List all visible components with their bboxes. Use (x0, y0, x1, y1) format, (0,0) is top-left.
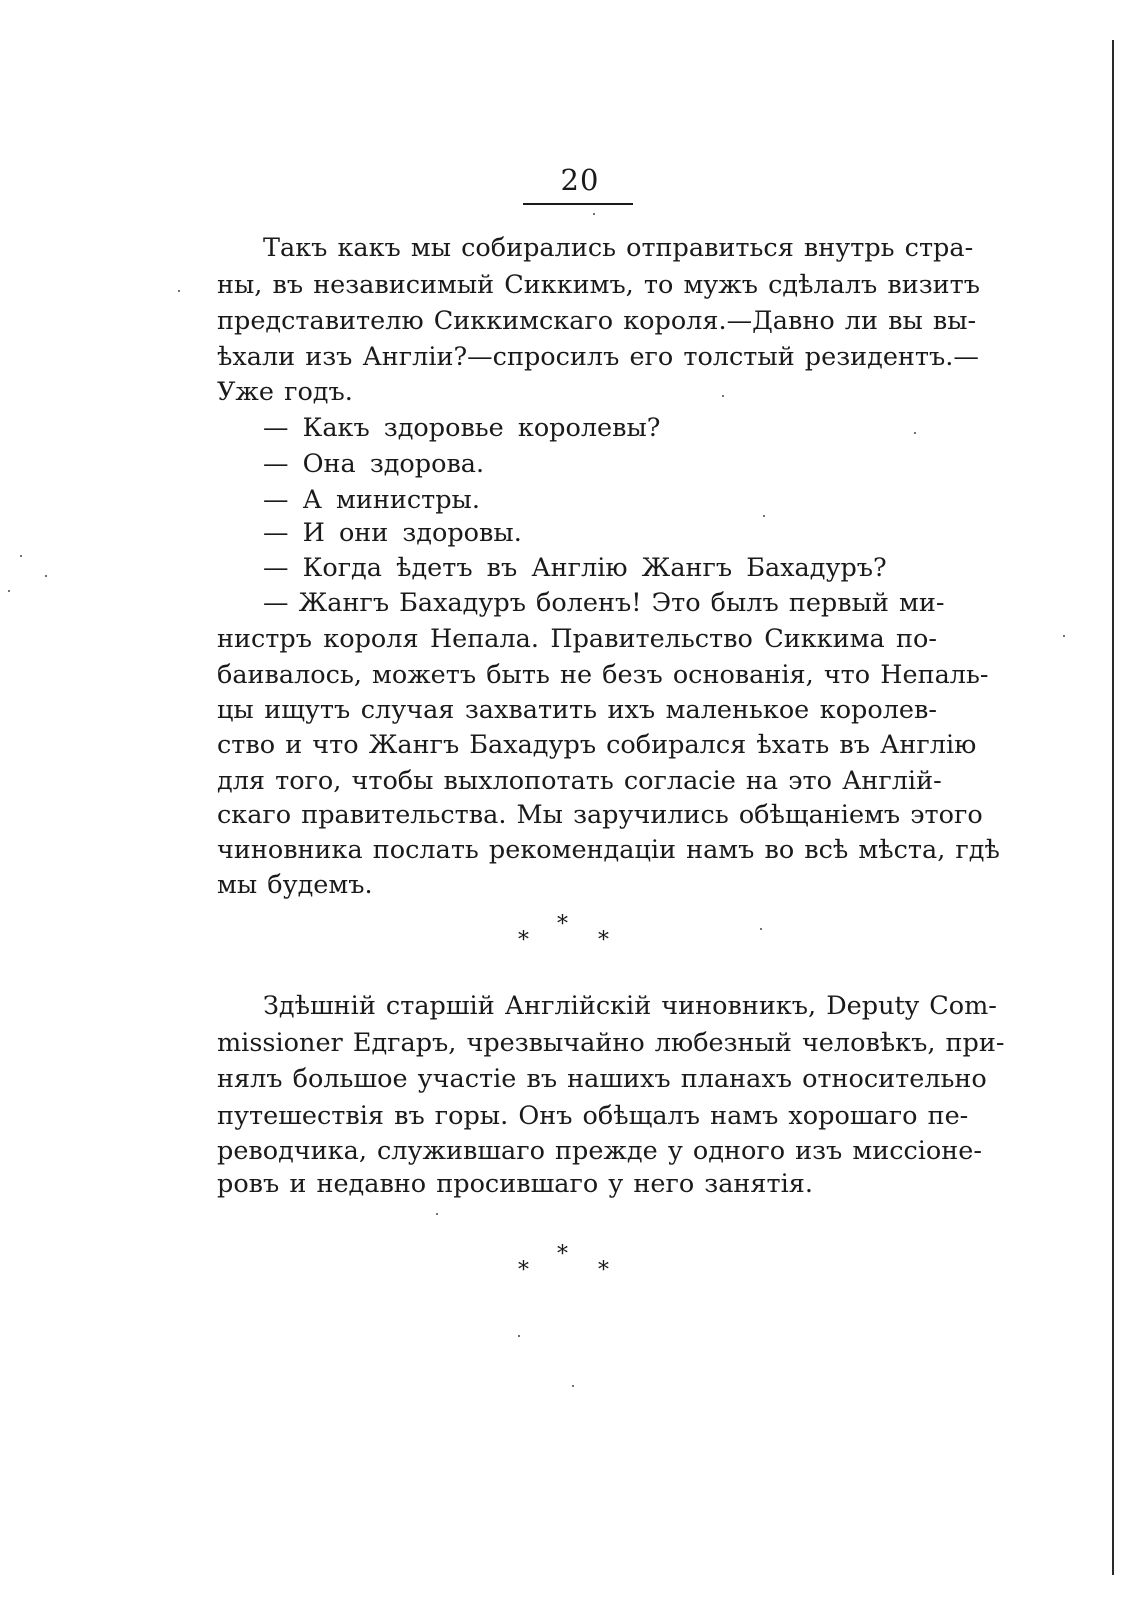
paragraph-1-line-2: ны, въ независимый Сиккимъ, то мужъ сдѣлалъ визитъ (217, 270, 980, 300)
paragraph-1-line-5: Уже годъ. (217, 377, 353, 407)
asterism-separator-2 (510, 1242, 630, 1292)
paragraph-3-line-6: ровъ и недавно просившаго у него занятія. (217, 1169, 813, 1199)
asterism-star: * (557, 1242, 568, 1267)
page-number: 20 (560, 163, 600, 197)
dialogue-line-5: — Когда ѣдетъ въ Англію Жангъ Бахадуръ? (263, 553, 887, 583)
scan-speck (436, 1213, 438, 1215)
scan-speck (8, 590, 10, 592)
paragraph-2-line-5: ство и что Жангъ Бахадуръ собирался ѣхать въ Англію (217, 730, 977, 760)
asterism-star: * (557, 912, 568, 937)
scan-speck (1063, 635, 1065, 637)
scan-speck (178, 290, 180, 292)
scan-speck (914, 432, 916, 434)
paragraph-3-line-1: Здѣшній старшій Англійскій чиновникъ, Deputy Com- (263, 991, 997, 1021)
paragraph-2-line-7: скаго правительства. Мы заручились обѣщаніемъ этого (217, 800, 983, 830)
scan-speck (572, 1385, 574, 1387)
paragraph-1-line-4: ѣхали изъ Англіи?—спросилъ его толстый резидентъ.— (217, 342, 979, 372)
paragraph-3-line-2: missioner Едгаръ, чрезвычайно любезный человѣкъ, при- (217, 1028, 1005, 1058)
paragraph-1-line-3: представителю Сиккимскаго короля.—Давно ли вы вы- (217, 306, 977, 336)
dialogue-line-4: — И они здоровы. (263, 518, 522, 548)
paragraph-2-line-3: баивалось, можетъ быть не безъ основанія, что Непаль- (217, 660, 989, 690)
asterism-star: * (598, 928, 609, 953)
dialogue-line-2: — Она здорова. (263, 449, 485, 479)
scan-speck (20, 555, 22, 557)
paragraph-2-line-8: чиновника послать рекомендаціи намъ во всѣ мѣста, гдѣ (217, 835, 1000, 865)
paragraph-1-line-1: Такъ какъ мы собирались отправиться внутрь стра- (263, 233, 974, 263)
scan-speck (760, 928, 762, 930)
paragraph-2-line-9: мы будемъ. (217, 870, 373, 900)
dialogue-line-1: — Какъ здоровье королевы? (263, 413, 661, 443)
dialogue-line-3: — А министры. (263, 485, 480, 515)
asterism-star: * (598, 1258, 609, 1283)
scan-speck (722, 395, 724, 397)
scan-edge-line (1112, 40, 1114, 1575)
asterism-separator-1 (510, 912, 630, 962)
paragraph-2-line-1: — Жангъ Бахадуръ боленъ! Это былъ первый ми- (263, 588, 945, 618)
scan-speck (45, 575, 47, 577)
paragraph-3-line-4: путешествія въ горы. Онъ обѣщалъ намъ хорошаго пе- (217, 1101, 969, 1131)
paragraph-2-line-2: нистръ короля Непала. Правительство Сиккима по- (217, 624, 937, 654)
paragraph-3-line-3: нялъ большое участіе въ нашихъ планахъ относительно (217, 1064, 987, 1094)
paragraph-2-line-4: цы ищутъ случая захватить ихъ маленькое королев- (217, 695, 937, 725)
scan-speck (518, 1335, 520, 1337)
paragraph-3-line-5: реводчика, служившаго прежде у одного изъ миссіоне- (217, 1136, 982, 1166)
asterism-star: * (518, 928, 529, 953)
scan-speck (593, 213, 595, 215)
paragraph-2-line-6: для того, чтобы выхлопотать согласіе на это Англій- (217, 766, 942, 796)
scan-speck (763, 515, 765, 517)
asterism-star: * (518, 1258, 529, 1283)
page-number-rule (523, 203, 633, 205)
